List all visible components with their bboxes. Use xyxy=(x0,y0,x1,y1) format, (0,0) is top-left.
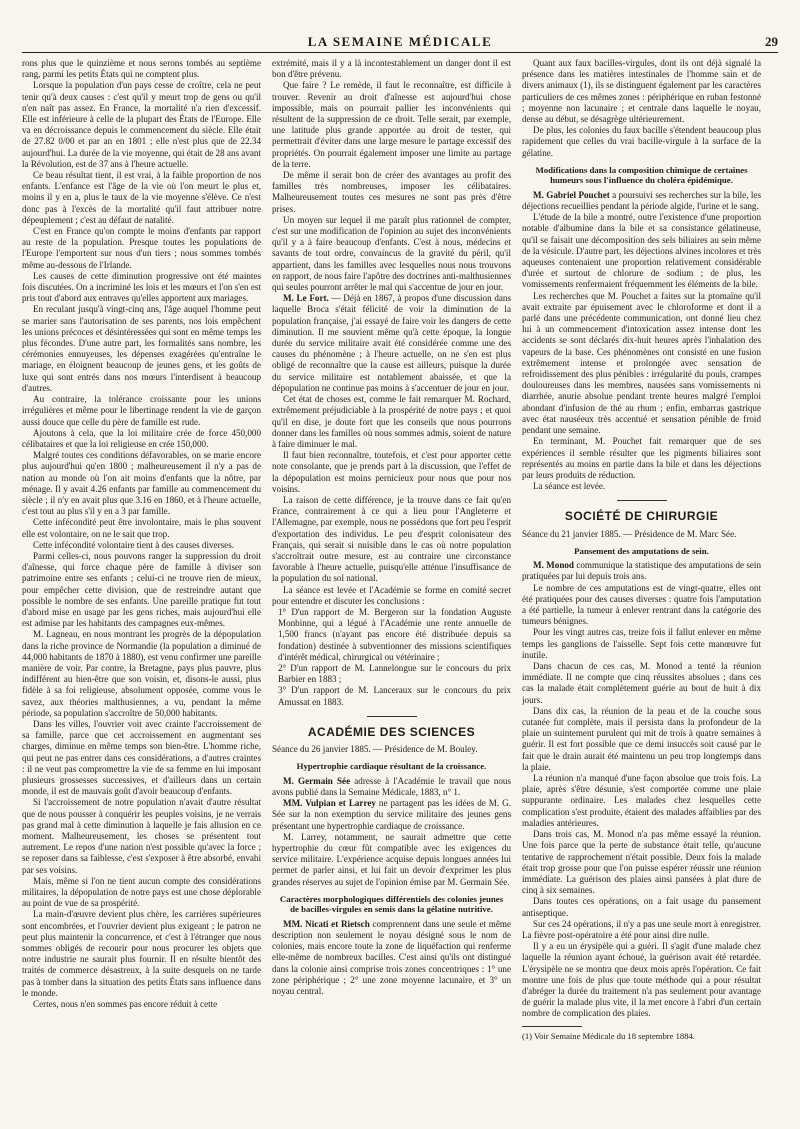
paragraph: C'est en France qu'on compte le moins d'enfants par rapport au reste de la population. Presque toutes les populations de l'Europe l'emportent sur nous d'un tiers ; nous sommes tombés même au-dessous de l'Irlande. xyxy=(22,226,261,270)
paragraph xyxy=(522,190,761,212)
paragraph: Cette infécondité volontaire tient à des causes diverses. xyxy=(33,539,235,550)
paragraph: La raison de cette différence, je la trouve dans ce fait qu'en France, contrairement à ce qui a lieu pour l'Angleterre et l'Allemagne, par exemple, nous ne possédons que fort peu l'esprit d'exportation des individus. Le peu d'esprit colonisateur des Français, qui serait si nuisible dans le cas où notre population s'accroîtrait outre mesure, est au contraire une circonstance favorable à l'heure actuelle, puisqu'elle atténue l'insuffisance de la population du sol national. xyxy=(272,494,511,584)
paragraph: Cette infécondité peut être involontaire, mais le plus souvent elle est volontaire, on ne le sait que trop. xyxy=(22,517,261,539)
paragraph xyxy=(272,798,511,832)
paragraph: Pour les vingt autres cas, treize fois il fallut enlever en même temps les ganglions de l'aisselle. Sept fois cette manœuvre fut inutile. xyxy=(522,627,761,660)
paragraph: Parmi celles-ci, nous pouvons ranger la suppression du droit d'aînesse, qui force chaque père de famille à diviser son patrimoine entre ses enfants ; celui-ci ne trouve rien de mieux, pour empêcher cette division, que de restreindre autant que possible le nombre de ses enfants. Une pareille pratique fut tout d'abord mise en usage par les gens riches, mais aujourd'hui elle est admise par les habitants des campagnes eux-mêmes. xyxy=(22,550,261,629)
paragraph: Dans toutes ces opérations, on a fait usage du pansement antiseptique. xyxy=(522,896,761,918)
paragraph: Un moyen sur lequel il me paraît plus rationnel de compter, c'est sur une modification de l'opinion au sujet des inconvénients qu'il y a à faire beaucoup d'enfants. C'est à nous, médecins et savants de tout ordre, convaincus de la gravité du péril, qu'il appartient, dans les familles avec lesquelles nous nous trouvons en rapport, de nous faire l'apôtre des doctrines anti-malthusiennes qui seules pourront arrêter le mal qui s'accentue de jour en jour. xyxy=(272,214,511,293)
paragraph: Les recherches que M. Pouchet a faites sur la ptomaïne qu'il avait extraite par épuisement avec le chloroforme et dont il a parlé dans une précédente communication, ont donné lieu chez lui à un commencement d'intoxication assez intense dont les accidents se sont déclarés dix-huit heures après l'inhalation des vapeurs de la base. Ces phénomènes ont consisté en une fusion extrêmement intense et prolongée avec sensation de refroidissement des plus pénibles : irrégularité du pouls, crampes douloureuses dans les membres, nausées sans vomissements ni diarrhée, anurie absolue pendant trente heures malgré l'emploi abondant d'infusion de thé au rhum ; enfin, embarras gastrique avec état nauséeux très accentué et sensation pénible de froid pendant une semaine. xyxy=(522,290,761,436)
subheading: Caractères morphologiques différentiels des colonies jeunes de bacilles-virgules en semis dans la gélatine nutritive. xyxy=(279,893,504,915)
speaker-name: M. Germain Sée xyxy=(283,775,351,786)
paragraph: Lorsque la population d'un pays cesse de croître, cela ne peut tenir qu'à deux causes : c'est qu'il y meurt trop de gens ou qu'il n'en naît pas assez. En France, la mortalité n'a rien d'excessif. Elle est inférieure à celle de la plupart des États de l'Europe. Elle va en décroissance depuis le commencement du siècle. Elle était de 27.82 0/00 et par an en 1801 ; elle n'est plus que de 22.34 aujourd'hui. La durée de la vie moyenne, qui était de 28 ans avant la Révolution, est de 37 ans à l'heure actuelle. xyxy=(22,80,261,169)
divider xyxy=(367,716,417,717)
paragraph: Dans trois cas, M. Monod n'a pas même essayé la réunion. Une fois parce que la perte de substance était telle, qu'aucune tentative de rapprochement n'était possible. Deux fois la malade était trop grosse pour que l'on puisse espérer réussir une réunion immédiate. La guérison des plaies ainsi pansées à plat dure de cinq à six semaines. xyxy=(522,829,761,896)
paragraph: Dans dix cas, la réunion de la peau et de la couche sous cutanée fut complète, mais il persista dans la profondeur de la plaie un suintement purulent qui mit de trois à quatre semaines à guérir. Il est fort possible que ce demi insuccès soit causé par le fait que le drain aurait été maintenu un peu trop longtemps dans la plaie. xyxy=(522,705,761,772)
paragraph: rons plus que le quinzième et nous serons tombés au septième rang, parmi les petits États qui ne comptent plus. xyxy=(22,58,261,80)
paragraph: Au contraire, la tolérance croissante pour les unions irrégulières et même pour le libertinage rendent la vie de garçon aussi douce que celle du père de famille est rude. xyxy=(22,394,261,427)
column-right xyxy=(522,58,761,1118)
footnote-divider xyxy=(522,1026,582,1027)
paragraph: Sur ces 24 opérations, il n'y a pas une seule mort à enregistrer. La fièvre post-opératoire a été pour ainsi dire nulle. xyxy=(522,918,761,940)
paragraph: La réunion n'a manqué d'une façon absolue que trois fois. La plaie, après s'être désunie, s'est comportée comme une plaie suppurante ordinaire. Les malades chez lesquelles cette complication s'est produite, étaient des malades affaiblies par des maladies antérieures. xyxy=(522,773,761,828)
paragraph: Si l'accroissement de notre population n'avait d'autre résultat que de nous pousser à conquérir les peuples voisins, je ne verrais pas grand mal à cette diminution à laquelle je fais allusion en ce moment. Malheureusement, les choses se présentent tout autrement. Le repos d'une nation n'est possible qu'avec la force ; se reposer dans sa faiblesse, c'est s'exposer à être absorbé, envahi par ses voisins. xyxy=(22,797,261,875)
paragraph: Les causes de cette diminution progressive ont été maintes fois discutées. On a incriminé les lois et les mœurs et l'on s'en est pris tout d'abord aux entraves qu'elles apportent aux mariages. xyxy=(22,270,261,304)
paragraph-text: a poursuivi ses recherches sur la bile, les déjections recueillies pendant la période algide, l'urine et le sang. xyxy=(522,189,761,212)
paragraph: Dans chacun de ces cas, M. Monod a tenté la réunion immédiate. Il ne compte que cinq réussites absolues ; dans ces cas la malade était complètement guérie au bout de huit à dix jours. xyxy=(522,661,761,705)
paragraph: Dans les villes, l'ouvrier voit avec crainte l'accroissement de sa famille, parce que cet accroissement en augmentant ses charges, diminue en même temps son bien-être. L'homme riche, qui peut ne pas entrer dans ces considérations, a d'autres craintes : il ne veut pas compromettre la vie de sa femme en lui imposant plusieurs grossesses successives, et d'ailleurs dans un certain monde, il est de mauvais goût d'avoir beaucoup d'enfants. xyxy=(22,718,261,797)
paragraph: Certes, nous n'en sommes pas encore réduit à cette xyxy=(33,999,218,1010)
paragraph-text: ne partagent pas les idées de M. G. Sée sur la non exemption du service militaire des jeunes gens présentant une hypertrophie cardiaque de croissance. xyxy=(272,798,511,831)
list-item: 3° D'un rapport de M. Lanceraux sur le concours du prix Amussat en 1883. xyxy=(278,685,511,707)
running-header xyxy=(22,34,778,53)
column-middle xyxy=(272,58,511,1118)
sitting-line: Séance du 26 janvier 1885. — Présidence de M. Bouley. xyxy=(272,743,478,754)
list-item: 2° D'un rapport de M. Lannelongue sur le concours du prix Barbier en 1883 ; xyxy=(278,662,511,685)
paragraph: De plus, les colonies du faux bacille s'étendent beaucoup plus rapidement que celles du vrai bacille-virgule à la surface de la gélatine. xyxy=(522,125,761,158)
paragraph: En terminant, M. Pouchet fait remarquer que de ses expériences il semble résulter que les pigments biliaires sont représentés au moins en partie dans la bile et dans les déjections par leurs produits de réduction. xyxy=(522,436,761,480)
subheading: Hypertrophie cardiaque résultant de la croissance. xyxy=(296,761,487,772)
paragraph xyxy=(522,560,761,582)
paragraph-text: — Déjà en 1867, à propos d'une discussion dans laquelle Broca s'était félicité de voir la diminution de la population française, j'ai essayé de faire voir les dangers de cette diminution. Il me souvient même qu'à cette époque, la longue durée du service militaire avait été considérée comme une des causes du phénomène ; à l'heure actuelle, on ne s'en est plus obligé de reconnaître que la cause est ailleurs, puisque la durée du service militaire est notablement abaissée, et que la dépopulation ne continue pas moins à s'accentuer de jour en jour. xyxy=(272,293,511,393)
paragraph: Malgré toutes ces conditions défavorables, on se marie encore plus aujourd'hui qu'en 1800 ; malheureusement il n'y a pas de nation au monde où l'on ait moins d'enfants que la nôtre, par ménage. Il y avait 4.26 enfants par famille au commencement du siècle ; il n'y en avait plus que 3.16 en 1860, et à l'heure actuelle, c'est tout au plus s'il y en a 3 par famille. xyxy=(22,450,261,517)
paragraph: Cet état de choses est, comme le fait remarquer M. Rochard, extrêmement préjudiciable à la prospérité de notre pays ; et quoi qu'il en dise, je doute fort que les conseils que nous pourrons donner dans les familles où nous sommes admis, soient de nature à faire diminuer le mal. xyxy=(272,394,511,449)
paragraph xyxy=(272,776,511,798)
sitting-line: Séance du 21 janvier 1885. — Présidence de M. Marc Sée. xyxy=(522,528,737,539)
paragraph-text: adresse à l'Académie le travail que nous avons publié dans la Semaine Médicale, 1883, n° 1. xyxy=(272,775,511,797)
footnote: (1) Voir Semaine Médicale du 18 septembre 1884. xyxy=(522,1030,695,1041)
subheading: Modifications dans la composition chimique de certaines humeurs sous l'influence du choléra épidémique. xyxy=(535,164,748,186)
running-title: LA SEMAINE MÉDICALE xyxy=(307,34,493,49)
paragraph: Ajoutons à cela, que la loi militaire crée de force 450,000 célibataires et que la loi religieuse en crée 150,000. xyxy=(22,427,261,449)
speaker-name: M. Le Fort. xyxy=(283,293,329,304)
paragraph-text: comprennent dans une seule et même description non seulement le noyau désigné sous le nom de colonies, mais encore toute la zone de liquéfaction qui renferme elle-même de nombreux bacilles. C'est ainsi qu'ils ont distingué dans la colonie ainsi comprise trois zones concentriques : 1° une zone périphérique ; 2° une zone moyenne lacunaire, et 3° un noyau central. xyxy=(272,918,511,996)
section-title: SOCIÉTÉ DE CHIRURGIE xyxy=(564,509,719,524)
paragraph: L'étude de la bile a montré, outre l'existence d'une proportion notable d'albumine dans la bile et sa consistance gélatineuse, qu'il se faisait une décomposition des sels biliaires au sein même de la vésicule. D'autre part, les déjections alvines incolores et très aqueuses contenaient une proportion relativement considérable d'urée et surtout de chlorure de sodium ; de plus, les vomissements renfermaient fréquemment les éléments de la bile. xyxy=(522,212,761,290)
paragraph xyxy=(272,919,511,997)
paragraph: De même il serait bon de créer des avantages au profit des familles très nombreuses, imposer les célibataires. Malheureusement toutes ces mesures ne sont pas près d'être prises. xyxy=(272,170,511,214)
paragraph-text: communique la statistique des amputations de sein pratiquées par lui depuis trois ans. xyxy=(522,560,761,582)
speaker-name: M. Monod xyxy=(533,560,574,571)
paragraph: En reculant jusqu'à vingt-cinq ans, l'âge auquel l'homme peut se marier sans l'autorisation de ses parents, nos lois empêchent les unions précoces et désintéressées qui sont en même temps les plus fécondes. D'une autre part, les formalités sans nombre, les cérémonies ennuyeuses, les dépenses exagérées qu'entraîne le mariage, en éloignent beaucoup de jeunes gens, et les goûts de luxe qui sont entrés dans nos mœurs l'interdisent à beaucoup d'autres. xyxy=(22,304,261,393)
paragraph: extrémité, mais il y a là incontestablement un danger dont il est bon d'être prévenu. xyxy=(272,58,511,80)
subheading: Pansement des amputations de sein. xyxy=(574,545,709,556)
speaker-name: M. Gabriel Pouchet xyxy=(533,189,610,200)
section-title: ACADÉMIE DES SCIENCES xyxy=(307,724,476,739)
list-item: 1° D'un rapport de M. Bergeron sur la fondation Auguste Monbinne, qui a légué à l'Académie une rente annuelle de 1,500 francs (n'ayant pas encore été distribuée depuis sa fondation) destinée à subventionner des missions scientifiques d'intérêt médical, chirurgical ou vétérinaire ; xyxy=(278,606,511,662)
paragraph: La séance est levée et l'Académie se forme en comité secret pour entendre et discuter les conclusions : xyxy=(272,584,511,606)
paragraph: M. Lagneau, en nous montrant les progrès de la dépopulation dans la riche province de Normandie (la population a diminué de 44,000 habitants de 1870 à 1880), est venu confirmer une pareille manière de voir. Par contre, la Bretagne, pays plus pauvre, plus indifférent au bien-être que son voisin, et, disons-le aussi, plus fidèle à sa foi religieuse, absolument opposée, comme vous le savez, aux théories malthusiennes, a vu, pendant la même période, sa population s'accroître de 50,000 habitants. xyxy=(22,629,261,718)
paragraph: Mais, même si l'on ne tient aucun compte des considérations militaires, la dépopulation de notre pays est une chose déplorable au point de vue de sa prospérité. xyxy=(22,875,261,909)
paragraph: Ce beau résultat tient, il est vrai, à la faible proportion de nos enfants. L'enfance est l'âge de la vie où l'on meurt le plus et, moins il y en a, plus le taux de la vie moyenne s'élève. Ce n'est donc pas à l'excès de la mortalité qu'il faut attribuer notre dépeuplement ; c'est au défaut de natalité. xyxy=(22,170,261,225)
paragraph: Il y a eu un érysipèle qui a guéri. Il s'agit d'une malade chez laquelle la réunion ayant échoué, la guérison avait été retardée. L'érysipèle ne se montra que deux mois après l'opération. Ce fait montre une fois de plus que toute méthode qui a pour résultat d'abréger la durée du traitement n'a pas seulement pour avantage de guérir la malade plus vite, il la met encore à l'abri d'un certain nombre de complication des plaies. xyxy=(522,941,761,1019)
paragraph xyxy=(272,293,511,394)
paragraph: Quant aux faux bacilles-virgules, dont ils ont déjà signalé la présence dans les matières intestinales de l'homme sain et de divers animaux (1), ils se distinguent également par les caractères particuliers de ces mêmes zones : périphérique en ruban festonné ; moyenne non lacunaire ; et centrale dans laquelle le noyau, dense au début, se désagrège ultérieurement. xyxy=(522,58,761,125)
paragraph: La séance est levée. xyxy=(533,481,606,492)
page-number: 29 xyxy=(765,34,778,49)
divider xyxy=(617,500,667,501)
paragraph: La main-d'œuvre devient plus chère, les carrières supérieures sont encombrées, et l'ouvrier devient plus exigeant ; le patron ne peut plus maintenir la concurrence, et c'est à l'étranger que nous sommes obligés de recourir pour nous procurer les objets que notre industrie ne saurait plus fournir. Il en résulte bientôt des traités de commerce désastreux, à la suite desquels on ne tarde pas à tomber dans la situation des petits États sans influence dans le monde. xyxy=(22,909,261,998)
speaker-name: MM. Nicati et Rietsch xyxy=(283,918,370,929)
paragraph: Il faut bien reconnaître, toutefois, et c'est pour apporter cette note consolante, que je prends part à la discussion, que l'effet de la dépopulation est moins pernicieux pour nous que pour nos voisins. xyxy=(272,450,511,494)
paragraph: M. Larrey, notamment, ne saurait admettre que cette hypertrophie du cœur fût compatible avec les exigences du service militaire. L'expérience acquise depuis longues années lui permet de parler ainsi, et lui fait un devoir d'exprimer les plus grandes réserves au sujet de l'opinion émise par M. Germain Sée. xyxy=(272,831,511,887)
paragraph: Que faire ? Le remède, il faut le reconnaître, est difficile à trouver. Revenir au droit d'aînesse est aujourd'hui chose impossible, mais on pourrait pallier les inconvénients qui résultent de la suppression de ce droit. Telle serait, par exemple, une latitude plus grande apportée au droit de tester, qui permettrait d'éviter dans une large mesure le partage excessif des propriétés. On pourrait également imposer une limite au partage de la terre. xyxy=(272,80,511,169)
speaker-name: MM. Vulpian et Larrey xyxy=(283,798,376,809)
column-left xyxy=(22,58,261,1118)
paragraph: Le nombre de ces amputations est de vingt-quatre, elles ont été pratiquées pour des causes diverses : quatre fois l'amputation a été partielle, la tumeur à enlever rentrant dans la catégorie des tumeurs bénignes. xyxy=(522,582,761,627)
